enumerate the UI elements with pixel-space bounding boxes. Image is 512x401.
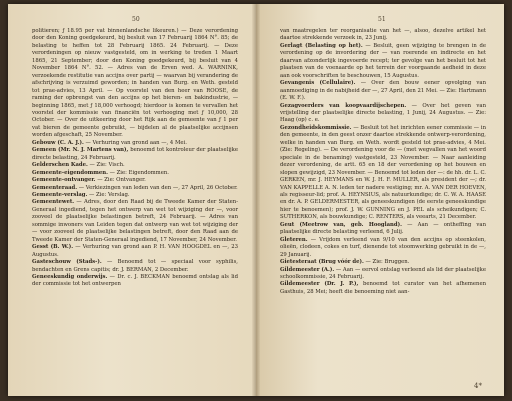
index-entry: [32, 162, 238, 169]
entry-heading: Gemeente-eigendommen.: [32, 169, 108, 176]
entry-text: — Vrijdom verleend van 9/10 van den accijns op steenkolen, olieën, clodeen, cokes en turf, dienende tot stoomwerking gebruikt in de —, 29 Januarij.: [280, 236, 486, 258]
entry-heading: Gleteren.: [280, 236, 308, 243]
entry-heading: Gemeen (Mr. N. J. Martens van),: [32, 147, 129, 154]
entry-text: — Besluit tot het inrichten eener commissie — in den gemeente, in den geest onzer daartoe strekkende ontwerp-verordening, welke in handen van Burg. en Weth. wordt gesteld tot prae-advies, 4 Mei. (Zie: Regeling). — De verordening voor de — (met wegvallen van het woord speciale in de benaming) vastgesteld, 23 November. — Naar aanleiding dezer verordening, de artt. 65 en 18 der verordening op het bouwen en slopen gewijzigd, 23 November. — Benoemd tot leden der —: de hh. dr. L. C. GERKEN, mr. J. HEYMANS en W. J. H. F. MULLER, als president der —; dr. VAN KAPPELLE A. N. leden ter nadere vestiging; mr. A. VAN DER HOEVEN, als regisseur-lid; prof. A. HEYNSIUS, als natuurkundige; dr. C. W. A. HAASE en dr. A. P. GELDERMESTER, als geneeskundigen (de eerste geneeskundige hier te benoemen); prof. J. W. GUNNING en J. PEL als scheikundigen; C. SUTHERKON, als bouwkundige; C. RENTERS, als veearts, 21 December.: [280, 124, 486, 221]
index-entry: [32, 28, 238, 140]
entry-text: — Zie: Ontvanger.: [95, 177, 146, 184]
book-gutter: [252, 4, 260, 396]
entry-text: — Aan — eervol ontslag verleend als lid der plaatselijke schoolkommissie, 24 Februarij.: [280, 266, 486, 280]
entry-text: — Verhuring van grond aan P. H. VAN HOOGDEL en —, 23 Augustus.: [32, 244, 238, 258]
entry-text: — Over den bouw eener opvolging van aanmoediging in de nabijheid der —, 27 April, den 21 Mei. — Zie: Hartmann (E. W. F.).: [280, 80, 486, 102]
entry-text: — Zie: Eigendommen.: [107, 169, 169, 176]
entry-text: — Aan — ontheffing van plaatselijke directe belasting verleend, 6 Julij.: [280, 221, 486, 236]
index-entry: [280, 237, 486, 259]
entry-heading: Gietesteraat (Brug vóór de).: [280, 259, 364, 266]
left-page-text: [32, 28, 238, 289]
entry-heading: Gemeenteraad.: [32, 184, 78, 191]
entry-text: benoemd tot kontroleur der plaatselijke directe belasting, 24 Februarij.: [32, 147, 238, 161]
entry-heading: Geneeskundig onderwijs.: [32, 273, 108, 280]
entry-text: van maatregelen ter reorganisatie van het —, alsoo, dezelve artikel het daartoe strekkende verzoek in, 23 Junij.: [280, 28, 486, 42]
right-page-text: [280, 28, 486, 296]
index-entry: [280, 125, 486, 222]
index-entry: [280, 267, 486, 282]
entry-heading: Gezondheidskommissie.: [280, 124, 352, 131]
index-entry: [32, 274, 238, 289]
entry-text: — Dr. c. J. BECKMAN benoemd ontslag als lid der commissie tot het ontwerpen: [32, 273, 238, 288]
index-entry: [32, 244, 238, 259]
index-entry: [280, 28, 486, 43]
entry-heading: Gezagvoerders van koopvaardijschepen.: [280, 102, 407, 109]
right-page: [256, 4, 504, 396]
page-number-right: 51: [378, 16, 386, 23]
entry-heading: Gemeente-ontvanger.: [32, 177, 96, 184]
index-entry: [32, 147, 238, 162]
index-entry: [280, 103, 486, 125]
entry-heading: Gemeentewet.: [32, 199, 75, 206]
entry-text: — Verkiezingen van leden van den —, 27 April, 26 October.: [77, 184, 238, 191]
entry-text: — Zie: Verslag.: [87, 191, 130, 198]
entry-text: benoemd tot curator van het afhemenen Gasthuis, 28 Mei; heeft die benoeming niet aan-: [280, 281, 487, 295]
entry-heading: Gebouw (C. A. J.).: [32, 139, 84, 146]
entry-heading: Gelderschen Kade.: [32, 162, 88, 169]
entry-text: — Benoemd tot — speciaal voor syphilis, bendachten en Grens capitis; dr. J. BERMAN, 2 December.: [32, 259, 238, 273]
entry-text: — Besluit, geen wijziging te brengen in de verordening op de invordering der — van roerende en indirecte en het daarvan afzonderlijk ingevoerde recept; ter gevolge van het besluit tot het plaatsen van de voenaarde op het terrein der voorgaande aedheid in deze aan ook voorschriften te beschouwen, 15 Augustus.: [280, 42, 486, 79]
entry-heading: Gildemeester (A.).: [280, 266, 335, 273]
index-entry: [32, 192, 238, 199]
book-spread: [8, 4, 504, 396]
entry-heading: Gevangenis (Cellulaire).: [280, 80, 356, 87]
page-number-left: 50: [132, 16, 140, 23]
entry-heading: Gesst (B. W.).: [32, 244, 74, 251]
entry-text: — Zie: Bruggen.: [363, 259, 410, 266]
index-entry: [280, 43, 486, 80]
entry-heading: Gasteschouw (Stads-).: [32, 259, 102, 266]
entry-heading: Gerlagt (Belasting op het).: [280, 42, 363, 49]
entry-heading: Gemeente-verslag.: [32, 191, 88, 198]
signature-mark: 4*: [474, 382, 482, 390]
entry-text: politieren; ƒ 18.95 per vat binnenlandsche likeuren.) — Deze verordening door den Koning goedgekeurd, bij besluit van 17 Februarij 1864 N°. 85; de belasting te heffen tot 28 Februarij 1865. 24 Februarij. — Deze verordeningen op nieuw vastgesteld, om in werking te treden 1 Maart 1865, 21 September; door den Koning goedgekeurd, bij besluit van 4 November 1864 N°. 52. — Adres van de Erven wed. A. WARNINK, verzoekende restitutie van accijns over partij — waarvan bij verandering de afschrijving is verzuimd geworden; in handen van Burg. en Weth. gesteld tot prae-advies, 13 April. — Op voorstel van den heer van ROOSE, de raming der opbrengst van den accijns op het bieren- en bakindustrie, — beginning 1865, met ƒ 18,000 verhoogd; hierdoor is komen te vervallen het voorstel der kommissie van financiën tot verhooging met ƒ 10,000, 28 October. — Over de uitkeering door het Rijk aan de gemeente van ƒ 1 per vat bieren de gemeente gebruikt, — bijdelen al de plaatselijke accijnsen worden afgeschaft, 25 November.: [32, 28, 238, 139]
index-entry: [32, 199, 238, 244]
entry-heading: Gildemeester (Dr. J. P.),: [280, 281, 359, 288]
index-entry: [280, 80, 486, 102]
index-entry: [32, 185, 238, 192]
index-entry: [280, 222, 486, 237]
index-entry: [32, 259, 238, 274]
entry-text: — Adres, door den Raad bij de Tweede Kamer der Staten-Generaal ingediend, tegen het ontwerp van wet tot wijziging der —, voor zooveel de plaatselijke belastingen betreft, 24 Februarij. — Adres van sommige inwoners van Leiden tegen dat ontwerp van wet tot wijziging der — voor zooveel de plaatselijke belastingen betreft, door den Raad aan de Tweede Kamer der Staten-Generaal ingediend, 17 November, 24 November.: [32, 199, 238, 243]
entry-text: — Verhuring van grond aan —, 4 Mei.: [83, 139, 187, 146]
index-entry: [280, 259, 486, 266]
entry-text: — Over het geven van vrijstelling der plaatselijke directe belasting, 1 Junij, 24 Augustus. — Zie: Haag (op) c. e.: [280, 102, 486, 124]
entry-text: — Zie: Visch.: [87, 162, 125, 169]
index-entry: [280, 281, 486, 296]
index-entry: [32, 170, 238, 177]
entry-heading: Geut (Meetrow van, geb. Hoogland).: [280, 221, 402, 228]
index-entry: [32, 177, 238, 184]
left-page: [8, 4, 256, 396]
